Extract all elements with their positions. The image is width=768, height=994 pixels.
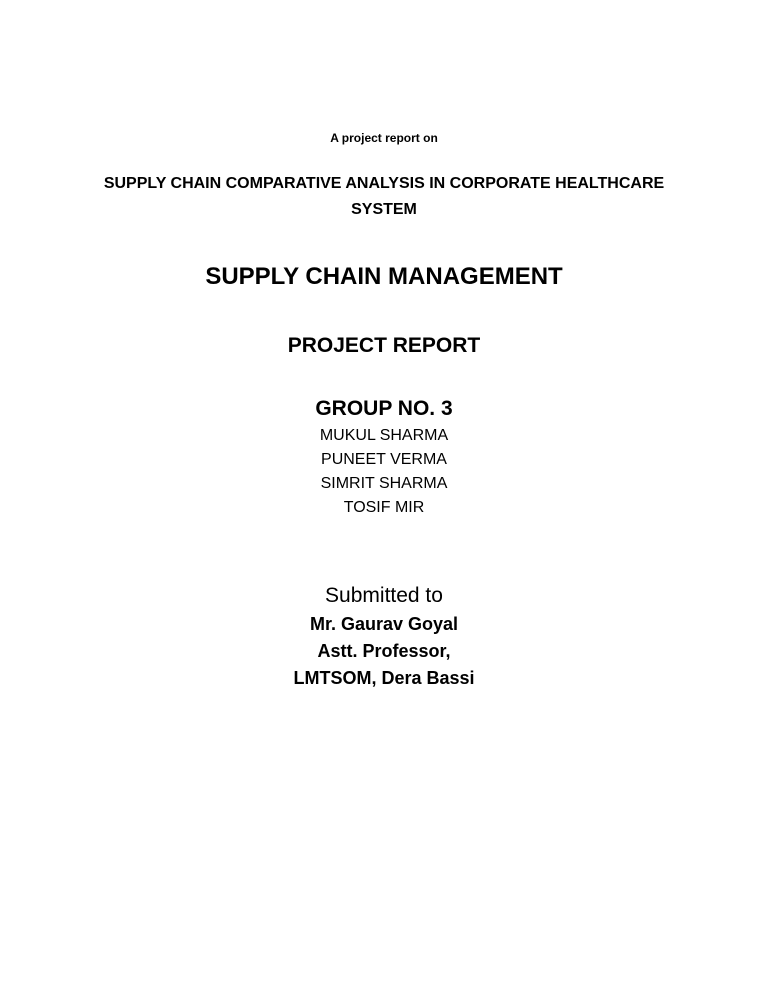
group-section: [284, 394, 484, 520]
group-member: PUNEET VERMA: [321, 451, 447, 468]
subject-heading: SUPPLY CHAIN MANAGEMENT: [205, 263, 563, 290]
submitted-to-institution: LMTSOM, Dera Bassi: [293, 668, 475, 688]
group-title: GROUP NO. 3: [315, 397, 453, 420]
group-member: TOSIF MIR: [343, 499, 425, 516]
report-title: [60, 171, 708, 223]
group-member: SIMRIT SHARMA: [320, 475, 448, 492]
submission-section: [234, 580, 534, 692]
group-member: MUKUL SHARMA: [319, 427, 449, 444]
submitted-to-name: Mr. Gaurav Goyal: [309, 614, 459, 634]
report-title-line: SYSTEM: [351, 201, 417, 218]
submitted-to-label: Submitted to: [325, 584, 443, 607]
report-title-line: SUPPLY CHAIN COMPARATIVE ANALYSIS IN CORPORATE HEALTHCARE: [103, 175, 665, 192]
report-type-heading: PROJECT REPORT: [287, 334, 481, 357]
intro-text: A project report on: [330, 131, 438, 145]
submitted-to-designation: Astt. Professor,: [317, 641, 451, 661]
